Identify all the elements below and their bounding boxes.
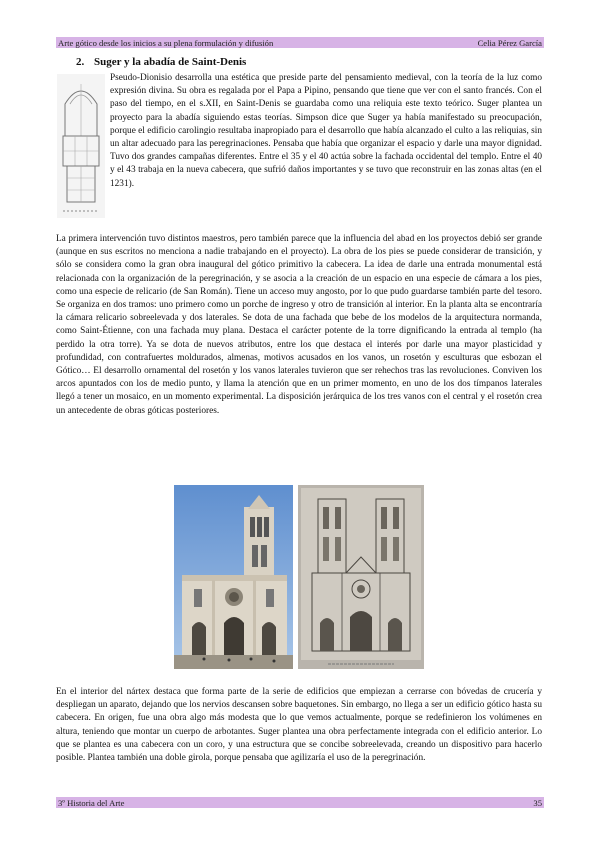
- body-paragraph-1: La primera intervención tuvo distintos maestros, pero también parece que la influencia del abad en los proyectos debió ser grande (aunque en sus escritos no menciona a nadie trabajando en el proyecto). La obra de los pies se puede considerar de transición, y sólo se considera como la gran obra inaugural del gótico primitivo la cabecera. La idea de darle una entrada monumental está relacionada con la organización de la peregrinación, y se asocia a la creación de un espacio en una especie de cámara a los pies, como una especie de relicario (de San Román). Tiene un acceso muy angosto, por lo que pudo guardarse también parte del tesoro. Se organiza en dos tramos: uno primero como un porche de ingreso y otro de transición al interior. En la planta alta se encontraría la cámara relicario sobreelevada y dos laterales. Se dota de una fachada que bebe de los modelos de la arquitectura normanda, como Saint-Étienne, con una fachada muy plana. Destaca el carácter potente de la torre dignificando la entrada al templo (ha perdido la otra torre). Ya se dota de nuevos atributos, entre los que destaca el interés por darle una mayor plasticidad y profundidad, con contrafuertes moldurados, almenas, motivos acusados en los vanos, un rosetón y esculturas que esbozan el Gótico… El desarrollo ornamental del rosetón y los vanos laterales tuvieron que ser rehechos tras las revoluciones. Conviven los arcos apuntados con los de medio punto, y llama la atención que en un primer momento, en uno de los dos tímpanos laterales llegó a tener un mosaico, en un momento experimental. La disposición jerárquica de los tres vanos con el central y el rosetón crea un antecedente de obras góticas posteriores.: [56, 234, 542, 416]
- facade-engraving: [298, 485, 424, 669]
- header-bar: [56, 37, 544, 48]
- section-number: 2.: [76, 56, 85, 68]
- page-number: 35: [533, 797, 542, 808]
- footer-course: 3º Historia del Arte: [58, 797, 125, 808]
- body-paragraph-2: En el interior del nártex destaca que forma parte de la serie de edificios que empiezan a cerrarse con bóvedas de crucería y despliegan un aparato, dejando que los nervios descansen sobre baquetones. Sin embargo, no llega a ser un edificio gótico hasta su cabecera. En origen, fue una obra algo más modesta que lo que vemos actualmente, porque se redefinieron los volúmenes en altura, teniendo que montar un cuerpo de arbotantes. Suger plantea una obra perfectamente integrada con el edificio anterior. Lo que se plantea es una cabecera con un coro, y una estructura que se concibe sobreelevada, creando un dispositivo para hacerlo posible. Plantea también una doble girola, porque pensaba que agilizaría el uso de la peregrinación.: [56, 687, 542, 764]
- header-title: Arte gótico desde los inicios a su plena formulación y difusión: [58, 37, 274, 48]
- basilica-facade-photo: [174, 485, 293, 669]
- section-title: Suger y la abadía de Saint-Denis: [94, 56, 247, 68]
- intro-paragraph: Pseudo-Dionisio desarrolla una estética que preside parte del pensamiento medieval, con la teoría de la luz como expresión divina. Su obra es regalada por el Papa a Pipino, pensando que tiene que ver con el santo francés. Con el paso del tiempo, en el s.XII, en Saint-Denis se guardaba como una reliquia este texto teórico. Suger plantea un proyecto para la abadía siguiendo estas teorías. Simpson dice que Suger ya había manifestado su preocupación, porque el edificio carolingio resultaba inapropiado para el desarrollo que había alcanzado el culto a las reliquias, sin un altar adecuado para las peregrinaciones. Pensaba que había que organizar el espacio y darle una mayor dignidad. Tuvo dos grandes campañas diferentes. Entre el 35 y el 40 actúa sobre la fachada occidental del templo. Entre el 40 y el 43 trabaja en la nueva cabecera, que sufrió daños importantes y se tuvo que reconstruir en las zonas altas (en el 1231).: [110, 73, 542, 189]
- section-heading: [76, 56, 246, 68]
- floor-plan-image: [57, 74, 105, 218]
- header-author: Celia Pérez García: [477, 37, 542, 48]
- footer-bar: [56, 797, 544, 808]
